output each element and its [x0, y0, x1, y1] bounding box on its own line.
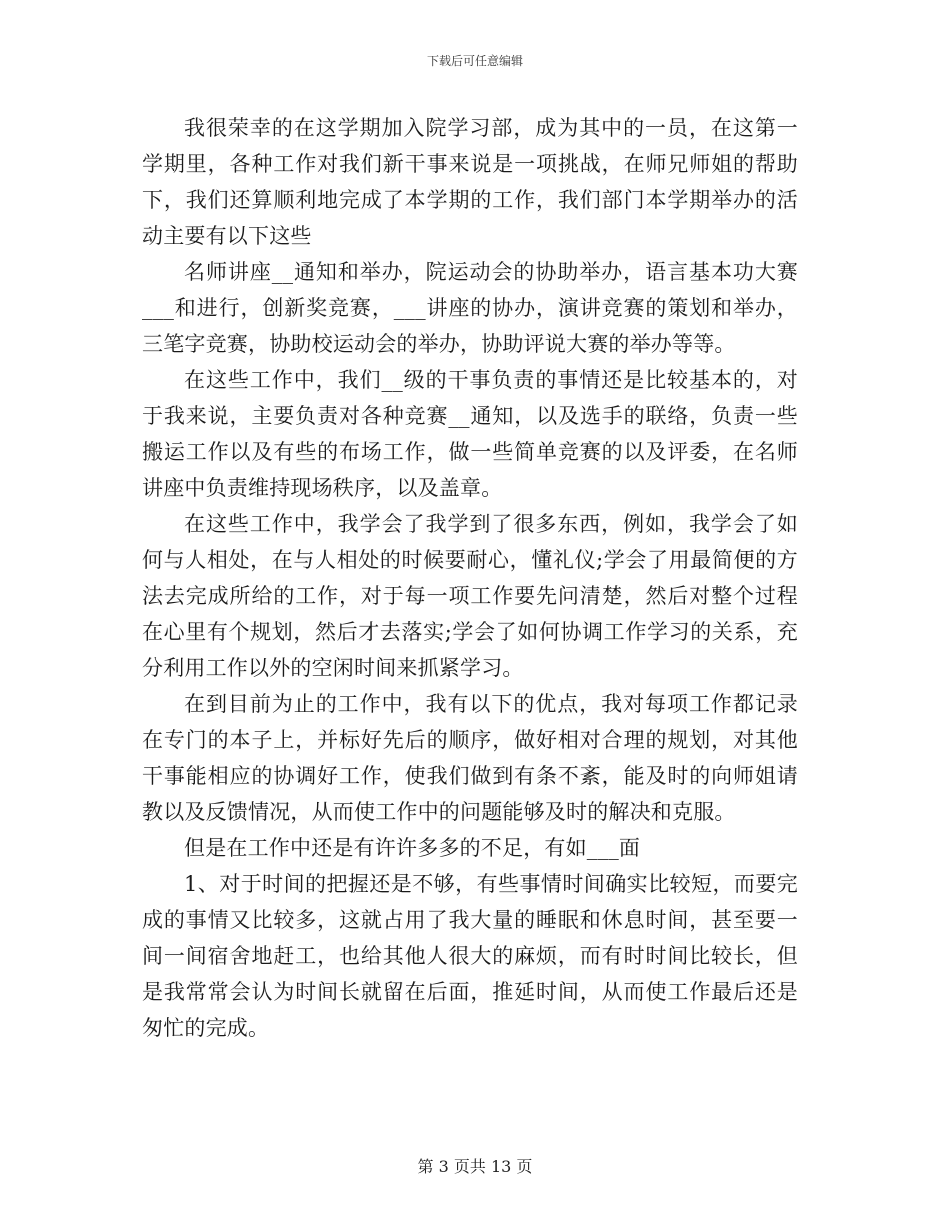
paragraph-3: 在这些工作中，我们__级的干事负责的事情还是比较基本的，对于我来说，主要负责对各种竞赛__通知，以及选手的联络，负责一些搬运工作以及有些的布场工作，做一些简单竞赛的以及评委，在名师讲座中负责维持现场秩序，以及盖章。 — [142, 368, 798, 500]
page-header: 下载后可任意编辑 — [426, 54, 523, 68]
paragraph-4: 在这些工作中，我学会了我学到了很多东西，例如，我学会了如何与人相处，在与人相处的时候要耐心，懂礼仪;学会了用最简便的方法去完成所给的工作，对于每一项工作要先问清楚，然后对整个过程在心里有个规划，然后才去落实;学会了如何协调工作学习的关系，充分利用工作以外的空闲时间来抓紧学习。 — [142, 512, 798, 680]
paragraph-2: 名师讲座__通知和举办，院运动会的协助举办，语言基本功大赛___和进行，创新奖竞赛，___讲座的协办，演讲竞赛的策划和举办，三笔字竞赛，协助校运动会的举办，协助评说大赛的举办等等。 — [142, 260, 798, 356]
document-body — [142, 110, 798, 1046]
paragraph-6: 但是在工作中还是有许许多多的不足，有如___面 — [184, 836, 641, 860]
paragraph-5: 在到目前为止的工作中，我有以下的优点，我对每项工作都记录在专门的本子上，并标好先后的顺序，做好相对合理的规划，对其他干事能相应的协调好工作，使我们做到有条不紊，能及时的向师姐请教以及反馈情况，从而使工作中的问题能够及时的解决和克服。 — [142, 692, 798, 824]
paragraph-1: 我很荣幸的在这学期加入院学习部，成为其中的一员，在这第一学期里，各种工作对我们新干事来说是一项挑战，在师兄师姐的帮助下，我们还算顺利地完成了本学期的工作，我们部门本学期举办的活动主要有以下这些 — [142, 116, 798, 248]
paragraph-7: 1、对于时间的把握还是不够，有些事情时间确实比较短，而要完成的事情又比较多，这就占用了我大量的睡眠和休息时间，甚至要一间一间宿舍地赶工，也给其他人很大的麻烦，而有时时间比较长，但是我常常会认为时间长就留在后面，推延时间，从而使工作最后还是匆忙的完成。 — [142, 872, 798, 1040]
page-footer: 第 3 页共 13 页 — [417, 1157, 533, 1176]
